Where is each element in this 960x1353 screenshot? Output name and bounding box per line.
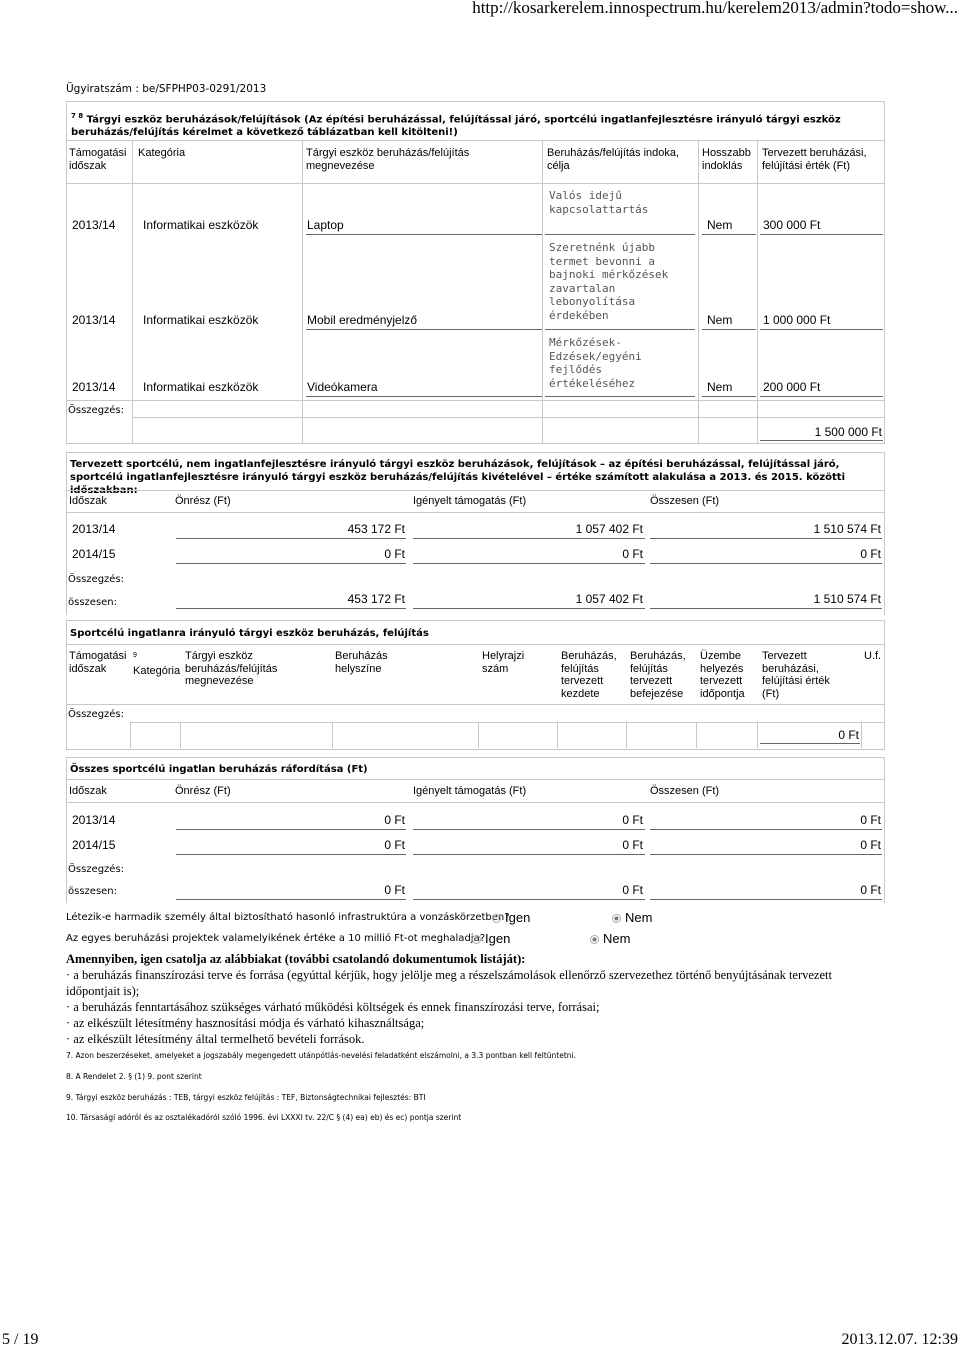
question-over-10m: Az egyes beruházási projektek valamelyikének értéke a 10 millió Ft-ot meghaladja? [66,933,485,944]
sum-label: Összegzés: [68,405,125,416]
question-third-party: Létezik-e harmadik személy által biztosítható hasonló infrastruktúra a vonzáskörzetben? [66,912,510,923]
col-period: Időszak [69,785,107,797]
row-period: 2014/15 [72,838,116,852]
page-url: http://kosarkerelem.innospectrum.hu/kerelem2013/admin?todo=show... [472,0,958,17]
row-total: 0 Ft [860,838,881,852]
total-total: 0 Ft [860,883,881,897]
col-asset-name: Tárgyi eszköz beruházás/felújítás megnevezése [306,147,470,172]
attachment-item: · a beruházás finanszírozási terve és forrása (egyúttal kérjük, hogy jelölje meg a részelszámolások ellenőrző szervezethez történő benyújtásának tervezett időpontjait is); [66,968,832,998]
col-long-reason: Hosszabb indoklás [702,147,751,172]
total-total: 1 510 574 Ft [813,592,881,606]
row-value[interactable]: 1 000 000 Ft [763,313,831,327]
row-requested[interactable]: 0 Ft [622,838,643,852]
row-own-share[interactable]: 0 Ft [384,547,405,561]
row-own-share[interactable]: 453 172 Ft [347,522,405,536]
footnote: 7. Azon beszerzéseket, amelyeket a jogszabály megengedett utánpótlás-nevelési feladatként elszámolni, a 3.3 pontban kell feltüntetni. [66,1051,576,1060]
reason-textarea[interactable]: Mérkőzések- Edzések/egyéni fejlődés értékeléséhez [549,336,642,390]
total-label: összesen: [68,597,118,608]
col-category: Kategória [138,147,186,159]
col-location: Beruházás helyszíne [335,650,388,675]
radio-icon[interactable] [472,935,481,944]
row-long-reason[interactable]: Nem [707,218,733,232]
row-period: 2013/14 [72,313,116,327]
print-datetime: 2013.12.07. 12:39 [841,1331,958,1348]
total-label: összesen: [68,886,118,897]
sum-label: Összegzés: [68,864,125,875]
row-period: 2013/14 [72,380,116,394]
section4-title: Összes sportcélú ingatlan beruházás ráfordítása (Ft) [70,764,368,775]
case-number: Ügyiratszám : be/SFPHP03-0291/2013 [66,83,267,95]
section3-title: Sportcélú ingatlanra irányuló tárgyi eszköz beruházás, felújítás [70,628,429,639]
col-category: $^9$ Kategória [133,652,181,678]
col-value: Tervezett beruházási, felújítási érték (Ft) [762,147,867,172]
col-requested: Igényelt támogatás (Ft) [413,785,527,797]
radio-selected-icon[interactable] [590,935,599,944]
sum-label: Összegzés: [68,709,125,720]
row-category[interactable]: Informatikai eszközök [143,380,259,394]
col-end: Beruházás, felújítás tervezett befejezése [630,650,686,700]
row-requested[interactable]: 0 Ft [622,547,643,561]
col-reason: Beruházás/felújítás indoka, célja [547,147,680,172]
row-total: 0 Ft [860,547,881,561]
sum-value: 1 500 000 Ft [814,425,882,439]
row-asset-name[interactable]: Videókamera [307,380,378,394]
reason-textarea[interactable]: Valós idejű kapcsolattartás [549,189,649,216]
row-long-reason[interactable]: Nem [707,380,733,394]
attachments-heading: Amennyiben, igen csatolja az alábbiakat (további csatolandó dokumentumok listáját): [66,952,526,966]
option-no[interactable]: Nem [612,910,652,925]
row-long-reason[interactable]: Nem [707,313,733,327]
col-period: Támogatási időszak [69,650,127,675]
col-total: Összesen (Ft) [650,785,720,797]
footnote: 9. Tárgyi eszköz beruházás : TEB, tárgyi eszköz felújítás : TEF, Biztonságtechnikai fejlesztés: BTI [66,1093,426,1102]
sum-value: 0 Ft [838,728,859,742]
row-period: 2013/14 [72,218,116,232]
footnote: 8. A Rendelet 2. § (1) 9. pont szerint [66,1072,202,1081]
sum-label: Összegzés: [68,574,125,585]
row-value[interactable]: 300 000 Ft [763,218,821,232]
reason-textarea[interactable]: Szeretnénk újabb termet bevonni a bajnoki mérkőzések zavartalan lebonyolítása érdekében [549,241,669,322]
col-period: Támogatási időszak [69,147,127,172]
row-total: 0 Ft [860,813,881,827]
section2-title: Tervezett sportcélú, nem ingatlanfejlesztésre irányuló tárgyi eszköz beruházások, felújítások – az építési beruházással, felújítással járó, sportcélú ingatlanfejlesztésre irányuló tárgyi eszköz beruházás/felújítás kivételével – értéke számított alakulása a 2013. és 2015. közötti [70,459,846,483]
row-asset-name[interactable]: Mobil eredményjelző [307,313,418,327]
total-requested: 0 Ft [622,883,643,897]
option-no[interactable]: Nem [590,931,630,946]
attachment-item: · az elkészült létesítmény hasznosítási módja és várható kihasználtsága; [66,1016,425,1030]
page-number: 5 / 19 [2,1331,39,1348]
total-requested: 1 057 402 Ft [575,592,643,606]
row-own-share[interactable]: 0 Ft [384,813,405,827]
footnote: 10. Társasági adóról és az osztalékadóról szóló 1996. évi LXXXI tv. 22/C § (4) ea) eb) és ec) pontja szerint [66,1113,462,1122]
radio-icon[interactable] [492,914,501,923]
col-asset-name: Tárgyi eszköz beruházás/felújítás megnevezése [185,650,278,687]
col-total: Összesen (Ft) [650,495,720,507]
col-own-share: Önrész (Ft) [175,785,231,797]
col-value: Tervezett beruházási, felújítási érték (Ft) [762,650,830,700]
col-parcel: Helyrajzi szám [482,650,525,675]
col-period: Időszak [69,495,107,507]
row-category[interactable]: Informatikai eszközök [143,218,259,232]
attachment-item: · az elkészült létesítmény által termelhető bevételi források. [66,1032,365,1046]
total-own-share: 0 Ft [384,883,405,897]
row-category[interactable]: Informatikai eszközök [143,313,259,327]
row-total: 1 510 574 Ft [813,522,881,536]
col-own-share: Önrész (Ft) [175,495,231,507]
col-operation: Üzembe helyezés tervezett időpontja [700,650,745,700]
total-own-share: 453 172 Ft [347,592,405,606]
section1-title: $^{7 8}$ Tárgyi eszköz beruházások/felújítások (Az építési beruházással, felújítással járó, sportcélú ingatlanfejlesztésre irányuló tárgyi eszköz beruházás/felújítás kérelmet a következő táblázatban kell kitölteni!) [71,112,841,139]
col-uf: U.f. [864,650,882,662]
row-period: 2014/15 [72,547,116,561]
row-period: 2013/14 [72,813,116,827]
col-requested: Igényelt támogatás (Ft) [413,495,527,507]
row-value[interactable]: 200 000 Ft [763,380,821,394]
attachments-block [66,951,866,1047]
row-asset-name[interactable]: Laptop [307,218,344,232]
option-yes[interactable]: Igen [492,910,530,925]
row-requested[interactable]: 1 057 402 Ft [575,522,643,536]
attachment-item: · a beruházás fenntartásához szükséges várható működési költségek és ennek finanszírozási terve, forrásai; [66,1000,600,1014]
row-requested[interactable]: 0 Ft [622,813,643,827]
col-start: Beruházás, felújítás tervezett kezdete [561,650,617,700]
option-yes[interactable]: Igen [472,931,510,946]
row-period: 2013/14 [72,522,116,536]
radio-selected-icon[interactable] [612,914,621,923]
row-own-share[interactable]: 0 Ft [384,838,405,852]
